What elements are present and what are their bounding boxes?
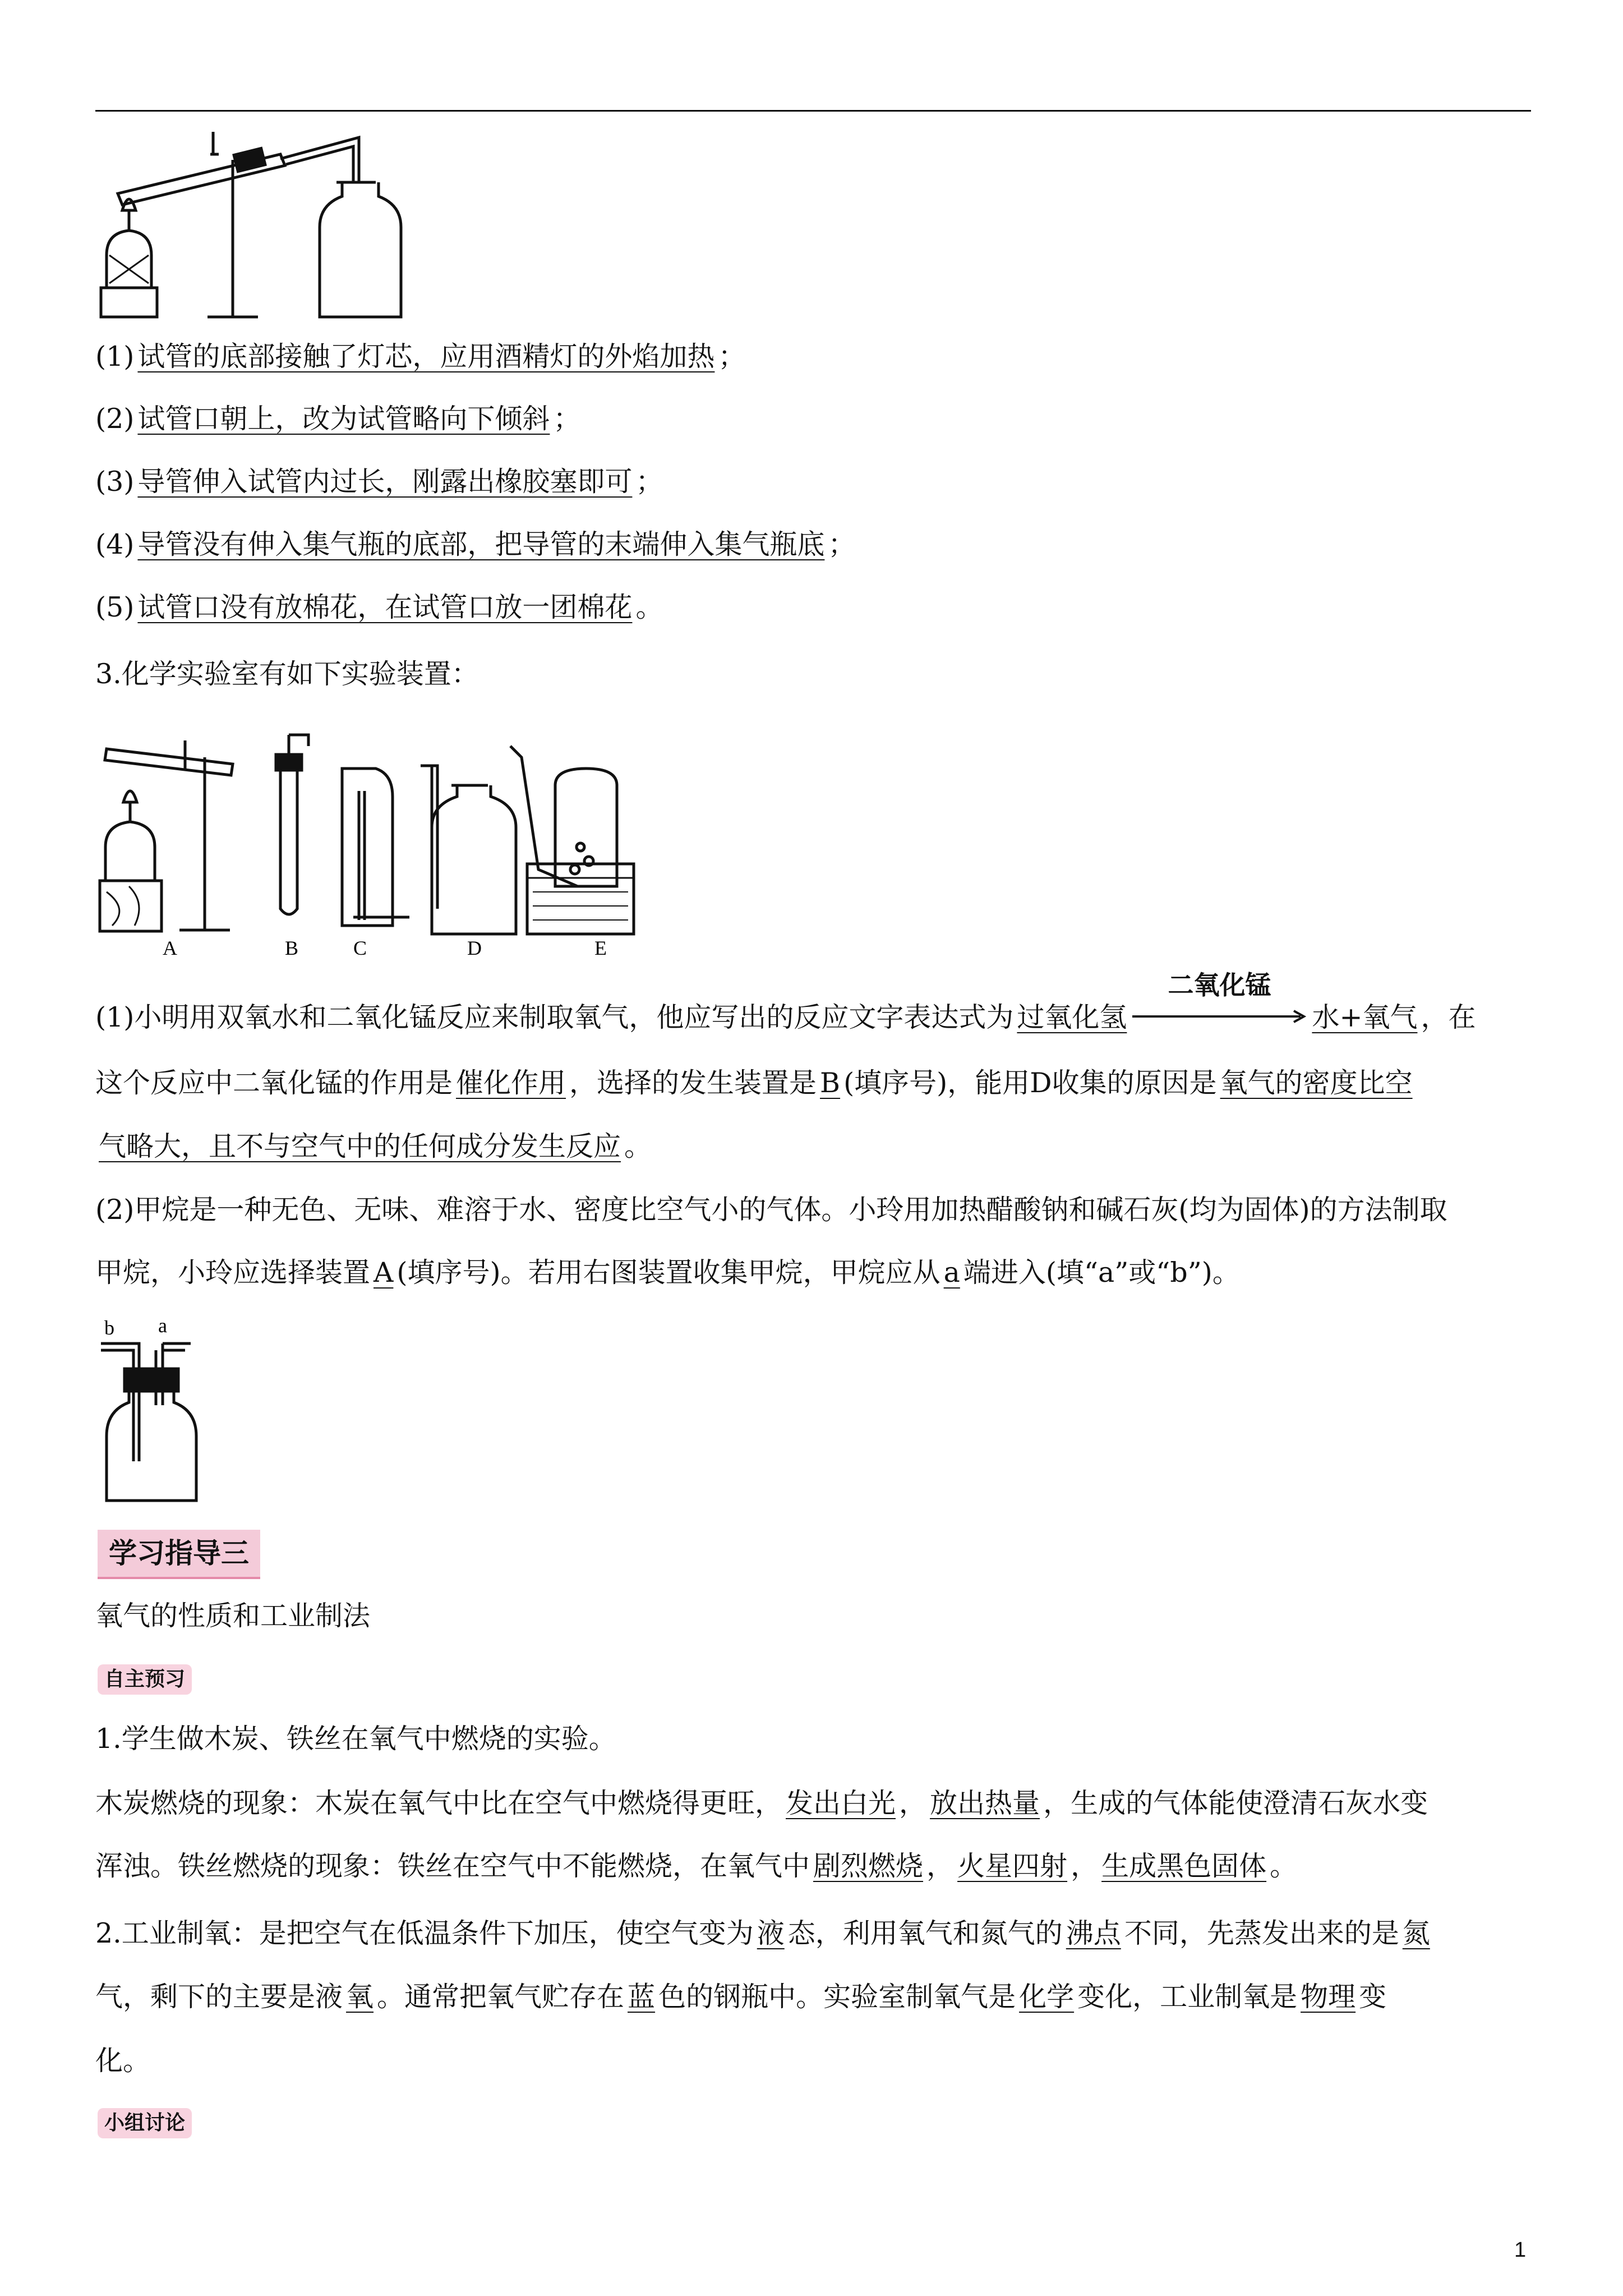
header-rule [95, 110, 1531, 112]
apparatus-figure-1 [95, 121, 432, 323]
q2-item-5 [95, 590, 663, 625]
fig-label-a: A [163, 937, 177, 959]
text: 变化，工业制氧是 [1077, 1981, 1298, 2013]
tag-group-discussion: 小组讨论 [98, 2108, 192, 2138]
arrow-icon [1132, 996, 1306, 1030]
answer-charcoal-2: 放出热量 [930, 1787, 1040, 1819]
text: ， [926, 1850, 955, 1882]
text: 态，利用氧气和氮气的 [787, 1917, 1063, 1949]
text: 气，剩下的主要是液 [95, 1981, 343, 2013]
answer-charcoal-1: 发出白光 [786, 1787, 896, 1819]
answer-iron-2: 火星四射 [957, 1850, 1068, 1882]
bottle-label-b: b [104, 1317, 114, 1339]
text: 木炭燃烧的现象：木炭在氧气中比在空气中燃烧得更旺， [95, 1787, 783, 1819]
text: (填序号)，能用D收集的原因是 [843, 1067, 1217, 1099]
s3-q2-line3: 化。 [95, 2045, 151, 2077]
q2-item-2 [95, 401, 580, 437]
answer-nitrogen: 氮 [1402, 1917, 1430, 1949]
catalyst-label: 二氧化锰 [1168, 970, 1271, 1000]
s3-q2-line1 [95, 1916, 1433, 1952]
text: ，选择的发生装置是 [569, 1067, 817, 1099]
fig-label-c: C [353, 937, 367, 959]
text: 变 [1359, 1981, 1387, 2013]
answer-color: 蓝 [628, 1981, 656, 2013]
item-suffix: ； [553, 403, 581, 435]
answer-blank: 试管的底部接触了灯芯，应用酒精灯的外焰加热 [137, 341, 715, 372]
s3-q1-stem: 1.学生做木炭、铁丝在氧气中燃烧的实验。 [95, 1723, 616, 1755]
item-prefix: (1) [95, 341, 135, 372]
answer-iron-1: 剧烈燃烧 [813, 1850, 924, 1882]
section-subtitle: 氧气的性质和工业制法 [95, 1600, 371, 1632]
answer-boiling-point: 沸点 [1066, 1917, 1121, 1949]
text: 2.工业制氧：是把空气在低温条件下加压，使空气变为 [95, 1917, 754, 1949]
bottle-label-a: a [158, 1315, 167, 1337]
item-prefix: (5) [95, 591, 135, 623]
text: 端进入(填“a”或“b”)。 [963, 1257, 1240, 1289]
answer-chemical: 化学 [1019, 1981, 1075, 2013]
text: ，在 [1421, 1001, 1476, 1033]
item-prefix: (3) [95, 466, 135, 498]
item-suffix: ； [635, 466, 663, 498]
item-suffix: 。 [635, 591, 663, 623]
answer-oxygen: 氧 [346, 1981, 374, 2013]
text: ，生成的气体能使澄清石灰水变 [1043, 1787, 1428, 1819]
item-prefix: (4) [95, 528, 135, 560]
q3-stem: 3.化学实验室有如下实验装置： [95, 658, 479, 690]
text: 这个反应中二氧化锰的作用是 [95, 1067, 453, 1099]
tag-self-preview: 自主预习 [98, 1664, 192, 1695]
q3-part1-line2 [95, 1065, 1416, 1101]
answer-blank: 导管没有伸入集气瓶的底部，把导管的末端伸入集气瓶底 [137, 528, 825, 560]
text: 。 [624, 1130, 652, 1162]
answer-state: 液 [757, 1917, 785, 1949]
fig-label-e: E [594, 937, 607, 959]
text: 。通常把氧气贮存在 [377, 1981, 625, 2013]
q3-part2-line2 [95, 1255, 1240, 1291]
fig-label-d: D [467, 937, 482, 959]
reaction-arrow [1132, 970, 1306, 1030]
item-suffix: ； [718, 341, 746, 372]
q2-item-3 [95, 464, 663, 500]
answer-reason-1: 氧气的密度比空 [1220, 1067, 1413, 1099]
text: 浑浊。铁丝燃烧的现象：铁丝在空气中不能燃烧，在氧气中 [95, 1850, 810, 1882]
answer-blank: 试管口朝上，改为试管略向下倾斜 [137, 403, 550, 435]
text: ， [899, 1787, 927, 1819]
s3-q1-line2 [95, 1848, 1297, 1884]
answer-device: B [820, 1067, 841, 1099]
q3-part1-line1 [95, 970, 1476, 1036]
text: 不同，先蒸发出来的是 [1124, 1917, 1399, 1949]
q3-part1-line3 [95, 1129, 652, 1165]
answer-reason-2: 气略大，且不与空气中的任何成分发生反应 [99, 1130, 621, 1162]
item-prefix: (2) [95, 403, 135, 435]
answer-reactant: 过氧化氢 [1017, 1001, 1127, 1033]
apparatus-figure-2 [95, 724, 712, 959]
text: ， [1071, 1850, 1099, 1882]
text: (1)小明用双氧水和二氧化锰反应来制取氧气，他应写出的反应文字表达式为 [95, 1001, 1014, 1033]
answer-iron-3: 生成黑色固体 [1101, 1850, 1267, 1882]
q2-item-1 [95, 339, 745, 375]
s3-q1-line1 [95, 1786, 1428, 1821]
item-suffix: ； [828, 528, 856, 560]
text: (填序号)。若用右图装置收集甲烷，甲烷应从 [396, 1257, 940, 1289]
text: 色的钢瓶中。实验室制氧气是 [658, 1981, 1016, 2013]
answer-methane-device: A [374, 1257, 394, 1289]
s3-q2-line2 [95, 1979, 1386, 2015]
q3-part2-line1: (2)甲烷是一种无色、无味、难溶于水、密度比空气小的气体。小玲用加热醋酸钠和碱石灰(均为固体)的方法制取 [95, 1194, 1447, 1226]
q2-item-4 [95, 527, 855, 563]
fig-label-b: B [285, 937, 299, 959]
gas-bottle-figure [95, 1315, 208, 1509]
answer-blank: 导管伸入试管内过长，刚露出橡胶塞即可 [137, 466, 633, 498]
answer-blank: 试管口没有放棉花，在试管口放一团棉花 [137, 591, 633, 623]
section-heading: 学习指导三 [98, 1530, 260, 1579]
text: 。 [1270, 1850, 1298, 1882]
answer-role: 催化作用 [456, 1067, 566, 1099]
text: 甲烷，小玲应选择装置 [95, 1257, 371, 1289]
answer-end: a [943, 1257, 960, 1289]
answer-physical: 物理 [1301, 1981, 1356, 2013]
page-number: 1 [1514, 2238, 1527, 2262]
answer-products: 水+氧气 [1312, 1001, 1418, 1033]
